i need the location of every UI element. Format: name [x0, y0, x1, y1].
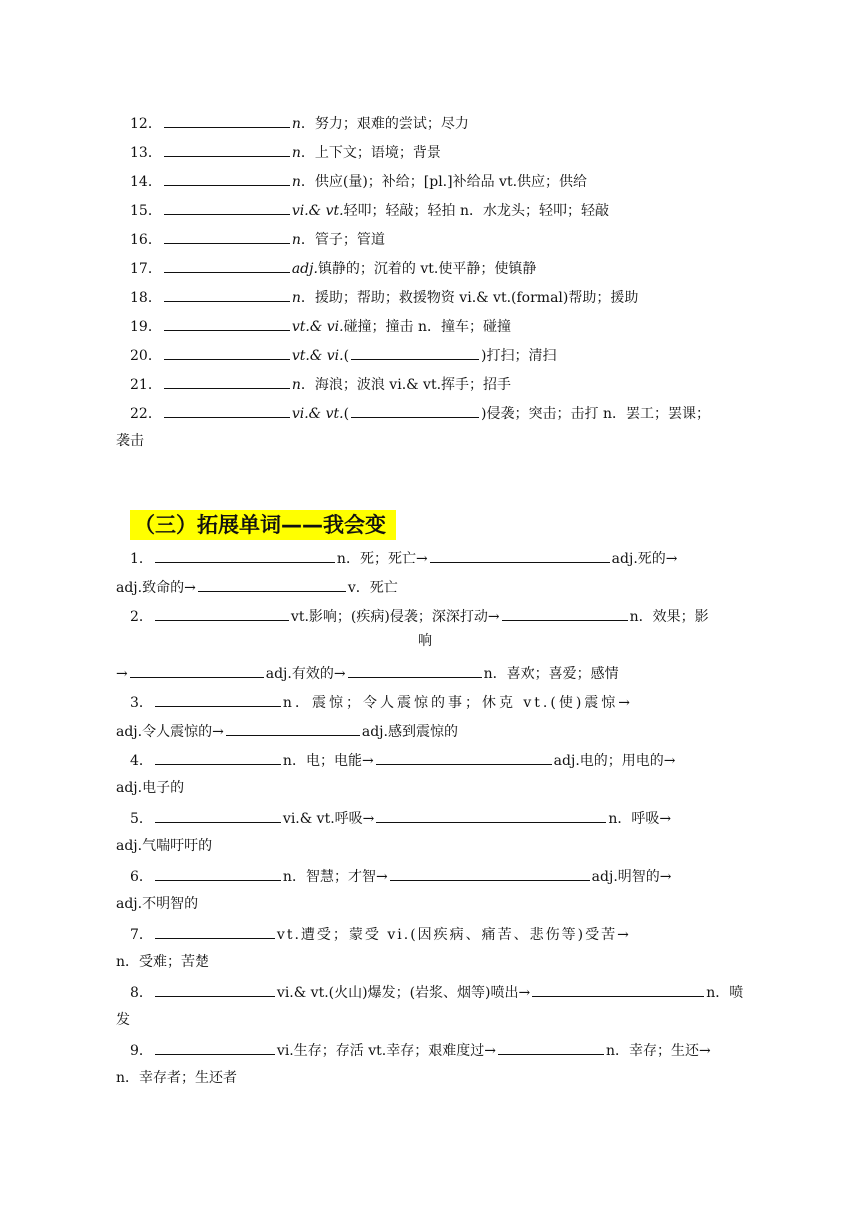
list-item: 3． n．震惊；令人震惊的事；休克 vt.(使)震惊→ [130, 692, 730, 712]
list-item: 20． vt.& vi.( )打扫；清扫 [130, 345, 730, 365]
list-item: 1． n．死；死亡→ adj.死的→ [130, 548, 730, 568]
answer-blank[interactable] [164, 142, 290, 157]
list-item: 7． vt.遭受；蒙受 vi.(因疾病、痛苦、悲伤等)受苦→ [130, 924, 730, 944]
answer-blank[interactable] [164, 171, 290, 186]
answer-blank[interactable] [198, 577, 346, 592]
list-item-continuation: adj.电子的 [116, 780, 185, 796]
list-item: 17． adj.镇静的；沉着的 vt.使平静；使镇静 [130, 258, 730, 278]
answer-blank[interactable] [164, 258, 290, 273]
list-item: 8． vi.& vt.(火山)爆发；(岩浆、烟等)喷出→ n．喷 [130, 982, 730, 1002]
answer-blank[interactable] [502, 606, 628, 621]
answer-blank[interactable] [351, 403, 479, 418]
answer-blank[interactable] [390, 866, 590, 881]
answer-blank[interactable] [226, 721, 360, 736]
answer-blank[interactable] [498, 1040, 604, 1055]
list-item: 4． n．电；电能→ adj.电的；用电的→ [130, 750, 730, 770]
list-item-continuation: 响 [418, 633, 432, 649]
list-item: 22． vi.& vt.( )侵袭；突击；击打 n．罢工；罢课； [130, 403, 730, 423]
list-item-continuation: n．幸存者；生还者 [116, 1070, 238, 1086]
section-heading: （三）拓展单词——我会变 [130, 510, 396, 540]
answer-blank[interactable] [164, 113, 290, 128]
list-item: 2． vt.影响；(疾病)侵袭；深深打动→ n．效果；影 [130, 606, 730, 626]
answer-blank[interactable] [164, 374, 290, 389]
list-item: 18． n．援助；帮助；救援物资 vi.& vt.(formal)帮助；援助 [130, 287, 730, 307]
answer-blank[interactable] [155, 750, 281, 765]
list-item: 9． vi.生存；存活 vt.幸存；艰难度过→ n．幸存；生还→ [130, 1040, 730, 1060]
list-item-continuation: adj.气喘吁吁的 [116, 838, 213, 854]
answer-blank[interactable] [164, 316, 290, 331]
answer-blank[interactable] [532, 982, 704, 997]
answer-blank[interactable] [164, 200, 290, 215]
answer-blank[interactable] [155, 924, 275, 939]
answer-blank[interactable] [130, 663, 264, 678]
answer-blank[interactable] [164, 403, 290, 418]
list-item-continuation: → adj.有效的→ n．喜欢；喜爱；感情 [116, 663, 730, 683]
list-item: 5． vi.& vt.呼吸→ n．呼吸→ [130, 808, 730, 828]
list-item: 6． n．智慧；才智→ adj.明智的→ [130, 866, 730, 886]
list-item: 16． n．管子；管道 [130, 229, 730, 249]
answer-blank[interactable] [376, 808, 606, 823]
list-item-continuation: adj.令人震惊的→ adj.感到震惊的 [116, 721, 730, 741]
answer-blank[interactable] [155, 808, 281, 823]
answer-blank[interactable] [164, 287, 290, 302]
answer-blank[interactable] [155, 606, 289, 621]
answer-blank[interactable] [155, 692, 281, 707]
answer-blank[interactable] [155, 1040, 275, 1055]
answer-blank[interactable] [164, 345, 290, 360]
answer-blank[interactable] [351, 345, 479, 360]
list-item-continuation: 发 [116, 1012, 130, 1028]
answer-blank[interactable] [164, 229, 290, 244]
list-item: 19． vt.& vi.碰撞；撞击 n．撞车；碰撞 [130, 316, 730, 336]
list-item: 21． n．海浪；波浪 vi.& vt.挥手；招手 [130, 374, 730, 394]
list-item: 12． n．努力；艰难的尝试；尽力 [130, 113, 730, 133]
list-item-continuation: 袭击 [116, 433, 144, 449]
list-item-continuation: adj.不明智的 [116, 896, 199, 912]
answer-blank[interactable] [155, 866, 281, 881]
answer-blank[interactable] [430, 548, 610, 563]
answer-blank[interactable] [155, 982, 275, 997]
list-item-continuation: n．受难；苦楚 [116, 954, 210, 970]
list-item: 14． n．供应(量)；补给；[pl.]补给品 vt.供应；供给 [130, 171, 730, 191]
answer-blank[interactable] [155, 548, 335, 563]
answer-blank[interactable] [348, 663, 482, 678]
answer-blank[interactable] [376, 750, 552, 765]
list-item: 13． n．上下文；语境；背景 [130, 142, 730, 162]
list-item-continuation: adj.致命的→ v．死亡 [116, 577, 730, 597]
list-item: 15． vi.& vt.轻叩；轻敲；轻拍 n．水龙头；轻叩；轻敲 [130, 200, 730, 220]
